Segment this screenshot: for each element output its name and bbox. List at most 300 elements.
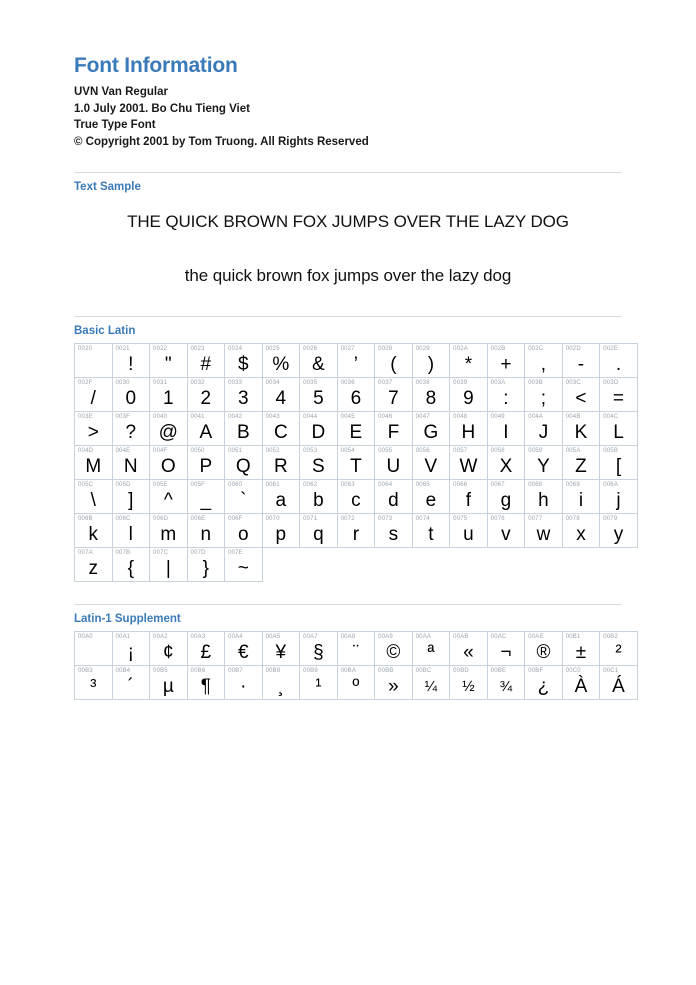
glyph-cell[interactable] bbox=[562, 344, 600, 378]
glyph-codepoint-label: 0076 bbox=[490, 516, 505, 523]
glyph-cell[interactable] bbox=[300, 514, 338, 548]
glyph-cell[interactable] bbox=[600, 378, 638, 412]
glyph-cell[interactable] bbox=[300, 666, 338, 700]
glyph-cell[interactable] bbox=[300, 446, 338, 480]
glyph-character: Á bbox=[612, 676, 625, 698]
glyph-row bbox=[75, 412, 638, 446]
glyph-character: ¹ bbox=[315, 676, 322, 698]
glyph-cell[interactable] bbox=[487, 344, 525, 378]
glyph-character: £ bbox=[200, 642, 212, 664]
glyph-cell[interactable] bbox=[487, 666, 525, 700]
glyph-cell[interactable] bbox=[412, 412, 450, 446]
glyph-codepoint-label: 0027 bbox=[340, 346, 355, 353]
glyph-cell-inner bbox=[413, 480, 450, 513]
glyph-cell[interactable] bbox=[187, 514, 225, 548]
glyph-codepoint-label: 0031 bbox=[153, 380, 168, 387]
glyph-cell[interactable] bbox=[450, 666, 488, 700]
glyph-character: a bbox=[275, 490, 287, 512]
glyph-cell[interactable] bbox=[150, 344, 188, 378]
glyph-cell-inner bbox=[75, 548, 112, 581]
glyph-cell-inner bbox=[600, 378, 637, 411]
glyph-cell[interactable] bbox=[375, 378, 413, 412]
glyph-codepoint-label: 0070 bbox=[265, 516, 280, 523]
glyph-character: > bbox=[87, 422, 99, 444]
glyph-codepoint-label: 0020 bbox=[78, 346, 93, 353]
glyph-cell[interactable] bbox=[112, 632, 150, 666]
glyph-cell[interactable] bbox=[525, 446, 563, 480]
glyph-codepoint-label: 004F bbox=[153, 448, 168, 455]
glyph-cell[interactable] bbox=[262, 480, 300, 514]
glyph-cell-inner bbox=[450, 514, 487, 547]
glyph-cell[interactable] bbox=[412, 514, 450, 548]
glyph-cell[interactable] bbox=[150, 548, 188, 582]
glyph-character: o bbox=[238, 524, 249, 546]
glyph-character: L bbox=[613, 422, 624, 444]
glyph-cell[interactable] bbox=[487, 446, 525, 480]
glyph-codepoint-label: 003E bbox=[78, 414, 93, 421]
glyph-cell[interactable] bbox=[337, 412, 375, 446]
glyph-cell[interactable] bbox=[450, 446, 488, 480]
glyph-cell-inner bbox=[525, 666, 562, 699]
glyph-character: # bbox=[200, 354, 212, 376]
glyph-cell[interactable] bbox=[225, 480, 263, 514]
glyph-character: G bbox=[423, 422, 439, 444]
glyph-cell-inner bbox=[150, 378, 187, 411]
glyph-cell[interactable] bbox=[75, 514, 113, 548]
glyph-cell[interactable] bbox=[112, 446, 150, 480]
glyph-character: u bbox=[463, 524, 474, 546]
glyph-cell[interactable] bbox=[487, 480, 525, 514]
glyph-codepoint-label: 00AE bbox=[528, 634, 544, 641]
glyph-cell[interactable] bbox=[112, 344, 150, 378]
glyph-cell[interactable] bbox=[525, 378, 563, 412]
glyph-character: _ bbox=[200, 490, 212, 512]
glyph-cell[interactable] bbox=[412, 632, 450, 666]
glyph-cell[interactable] bbox=[75, 666, 113, 700]
glyph-codepoint-label: 0078 bbox=[565, 516, 580, 523]
glyph-codepoint-label: 0058 bbox=[490, 448, 505, 455]
glyph-codepoint-label: 007B bbox=[115, 550, 131, 557]
glyph-character: F bbox=[387, 422, 400, 444]
glyph-cell[interactable] bbox=[600, 632, 638, 666]
glyph-character: ¸ bbox=[277, 676, 284, 698]
glyph-cell[interactable] bbox=[562, 446, 600, 480]
glyph-cell-empty bbox=[450, 548, 488, 582]
glyph-codepoint-label: 0042 bbox=[228, 414, 243, 421]
glyph-cell-empty bbox=[562, 548, 600, 582]
glyph-character: j bbox=[616, 490, 621, 512]
glyph-cell[interactable] bbox=[187, 666, 225, 700]
glyph-cell-inner bbox=[113, 548, 150, 581]
glyph-codepoint-label: 006B bbox=[78, 516, 93, 523]
glyph-cell-inner bbox=[375, 446, 412, 479]
glyph-codepoint-label: 00BA bbox=[340, 668, 357, 675]
glyph-cell-empty bbox=[375, 548, 413, 582]
glyph-cell[interactable] bbox=[412, 344, 450, 378]
glyph-codepoint-label: 00B2 bbox=[603, 634, 619, 641]
glyph-character: [ bbox=[615, 456, 622, 478]
glyph-codepoint-label: 006D bbox=[153, 516, 169, 523]
glyph-cell[interactable] bbox=[525, 344, 563, 378]
glyph-cell[interactable] bbox=[112, 666, 150, 700]
glyph-codepoint-label: 0060 bbox=[228, 482, 243, 489]
glyph-cell[interactable] bbox=[525, 632, 563, 666]
glyph-character: 0 bbox=[125, 388, 137, 410]
glyph-codepoint-label: 006C bbox=[115, 516, 131, 523]
glyph-cell[interactable] bbox=[300, 412, 338, 446]
glyph-cell[interactable] bbox=[525, 514, 563, 548]
glyph-character: U bbox=[386, 456, 401, 478]
glyph-character: À bbox=[574, 676, 588, 698]
glyph-cell[interactable] bbox=[225, 344, 263, 378]
glyph-cell[interactable] bbox=[412, 378, 450, 412]
glyph-codepoint-label: 00AA bbox=[415, 634, 432, 641]
glyph-row bbox=[75, 480, 638, 514]
section-heading-latin1-supplement: Latin-1 Supplement bbox=[74, 613, 181, 626]
glyph-codepoint-label: 0044 bbox=[303, 414, 318, 421]
glyph-cell[interactable] bbox=[150, 632, 188, 666]
text-sample-section bbox=[74, 172, 622, 294]
glyph-cell-inner bbox=[75, 344, 112, 377]
glyph-cell[interactable] bbox=[225, 514, 263, 548]
section-divider bbox=[74, 172, 622, 173]
glyph-cell[interactable] bbox=[75, 412, 113, 446]
glyph-cell[interactable] bbox=[75, 344, 113, 378]
glyph-character: f bbox=[465, 490, 472, 512]
glyph-cell-inner bbox=[600, 344, 637, 377]
glyph-cell-inner bbox=[113, 378, 150, 411]
glyph-cell[interactable] bbox=[412, 446, 450, 480]
glyph-codepoint-label: 002C bbox=[528, 346, 544, 353]
glyph-cell[interactable] bbox=[562, 666, 600, 700]
glyph-cell[interactable] bbox=[525, 480, 563, 514]
glyph-codepoint-label: 0032 bbox=[190, 380, 205, 387]
glyph-cell-inner bbox=[450, 480, 487, 513]
glyph-codepoint-label: 00A1 bbox=[115, 634, 131, 641]
glyph-cell[interactable] bbox=[75, 632, 113, 666]
glyph-cell[interactable] bbox=[187, 446, 225, 480]
glyph-cell[interactable] bbox=[112, 378, 150, 412]
glyph-codepoint-label: 0069 bbox=[565, 482, 580, 489]
glyph-cell[interactable] bbox=[525, 666, 563, 700]
glyph-cell[interactable] bbox=[262, 514, 300, 548]
document-header bbox=[74, 55, 622, 150]
glyph-cell[interactable] bbox=[300, 632, 338, 666]
glyph-cell[interactable] bbox=[150, 666, 188, 700]
glyph-cell[interactable] bbox=[75, 480, 113, 514]
glyph-cell[interactable] bbox=[150, 412, 188, 446]
glyph-codepoint-label: 00B6 bbox=[190, 668, 206, 675]
glyph-character: Z bbox=[575, 456, 587, 478]
glyph-cell[interactable] bbox=[150, 480, 188, 514]
glyph-character: r bbox=[352, 524, 360, 546]
glyph-cell[interactable] bbox=[600, 514, 638, 548]
glyph-character: k bbox=[88, 524, 98, 546]
glyph-cell-inner bbox=[563, 666, 600, 699]
glyph-cell[interactable] bbox=[112, 412, 150, 446]
glyph-cell[interactable] bbox=[450, 514, 488, 548]
glyph-codepoint-label: 0051 bbox=[228, 448, 243, 455]
glyph-cell[interactable] bbox=[375, 446, 413, 480]
glyph-cell-inner bbox=[263, 412, 300, 445]
glyph-cell[interactable] bbox=[450, 632, 488, 666]
glyph-cell[interactable] bbox=[450, 480, 488, 514]
glyph-codepoint-label: 004D bbox=[78, 448, 94, 455]
glyph-codepoint-label: 0067 bbox=[490, 482, 505, 489]
glyph-row bbox=[75, 548, 638, 582]
glyph-character: : bbox=[503, 388, 509, 410]
glyph-cell[interactable] bbox=[300, 344, 338, 378]
glyph-codepoint-label: 005B bbox=[603, 448, 619, 455]
glyph-cell-inner bbox=[150, 666, 187, 699]
glyph-character: y bbox=[613, 524, 624, 546]
glyph-cell[interactable] bbox=[562, 514, 600, 548]
glyph-cell-inner bbox=[188, 548, 225, 581]
glyph-codepoint-label: 0028 bbox=[378, 346, 393, 353]
glyph-cell-inner bbox=[375, 412, 412, 445]
glyph-cell[interactable] bbox=[150, 446, 188, 480]
glyph-cell[interactable] bbox=[562, 480, 600, 514]
glyph-cell[interactable] bbox=[187, 480, 225, 514]
glyph-codepoint-label: 006F bbox=[228, 516, 243, 523]
glyph-cell[interactable] bbox=[337, 480, 375, 514]
page-title: Font Information bbox=[74, 54, 238, 77]
glyph-cell[interactable] bbox=[112, 514, 150, 548]
glyph-character: = bbox=[612, 388, 625, 410]
glyph-cell[interactable] bbox=[225, 666, 263, 700]
glyph-cell[interactable] bbox=[562, 378, 600, 412]
glyph-cell[interactable] bbox=[225, 446, 263, 480]
glyph-codepoint-label: 005D bbox=[115, 482, 131, 489]
glyph-cell[interactable] bbox=[562, 632, 600, 666]
glyph-row bbox=[75, 514, 638, 548]
glyph-codepoint-label: 00A3 bbox=[190, 634, 206, 641]
glyph-codepoint-label: 00A4 bbox=[228, 634, 243, 641]
glyph-cell-inner bbox=[450, 412, 487, 445]
glyph-cell[interactable] bbox=[525, 412, 563, 446]
glyph-character: { bbox=[127, 558, 134, 580]
glyph-cell-inner bbox=[263, 666, 300, 699]
glyph-cell[interactable] bbox=[262, 344, 300, 378]
glyph-cell-inner bbox=[488, 514, 525, 547]
glyph-cell[interactable] bbox=[487, 632, 525, 666]
glyph-codepoint-label: 0065 bbox=[415, 482, 430, 489]
glyph-cell-inner bbox=[488, 412, 525, 445]
glyph-cell-inner bbox=[488, 344, 525, 377]
glyph-cell[interactable] bbox=[375, 666, 413, 700]
glyph-cell-inner bbox=[600, 446, 637, 479]
glyph-cell-inner bbox=[563, 514, 600, 547]
glyph-cell[interactable] bbox=[412, 480, 450, 514]
glyph-cell-inner bbox=[338, 632, 375, 665]
glyph-character: A bbox=[199, 422, 213, 444]
glyph-cell[interactable] bbox=[375, 480, 413, 514]
glyph-codepoint-label: 00C1 bbox=[603, 668, 619, 675]
glyph-cell-inner bbox=[450, 344, 487, 377]
glyph-cell[interactable] bbox=[487, 514, 525, 548]
glyph-cell-empty bbox=[337, 548, 375, 582]
glyph-codepoint-label: 006A bbox=[603, 482, 619, 489]
glyph-cell[interactable] bbox=[187, 378, 225, 412]
glyph-codepoint-label: 002D bbox=[565, 346, 581, 353]
glyph-codepoint-label: 004B bbox=[565, 414, 581, 421]
glyph-cell[interactable] bbox=[337, 446, 375, 480]
glyph-cell[interactable] bbox=[187, 412, 225, 446]
glyph-character: ´ bbox=[127, 676, 134, 698]
glyph-cell[interactable] bbox=[187, 632, 225, 666]
glyph-cell-inner bbox=[338, 480, 375, 513]
glyph-character: " bbox=[164, 354, 172, 376]
glyph-codepoint-label: 0062 bbox=[303, 482, 318, 489]
glyph-codepoint-label: 0048 bbox=[453, 414, 468, 421]
glyph-table-latin1-supplement bbox=[74, 631, 638, 700]
glyph-cell-inner bbox=[263, 632, 300, 665]
glyph-character: 2 bbox=[200, 388, 212, 410]
glyph-codepoint-label: 0073 bbox=[378, 516, 393, 523]
glyph-codepoint-label: 00A0 bbox=[78, 634, 93, 641]
glyph-codepoint-label: 007D bbox=[190, 550, 206, 557]
basic-latin-section bbox=[74, 316, 625, 582]
glyph-codepoint-label: 0033 bbox=[228, 380, 243, 387]
glyph-cell[interactable] bbox=[450, 378, 488, 412]
glyph-cell[interactable] bbox=[75, 446, 113, 480]
glyph-cell[interactable] bbox=[600, 412, 638, 446]
glyph-cell-inner bbox=[525, 514, 562, 547]
glyph-cell[interactable] bbox=[375, 412, 413, 446]
glyph-cell[interactable] bbox=[412, 666, 450, 700]
glyph-codepoint-label: 00BD bbox=[453, 668, 469, 675]
glyph-character: ) bbox=[427, 354, 435, 376]
glyph-character: & bbox=[312, 354, 325, 376]
glyph-codepoint-label: 0029 bbox=[415, 346, 430, 353]
glyph-cell-inner bbox=[375, 378, 412, 411]
glyph-character: % bbox=[272, 354, 290, 376]
glyph-cell[interactable] bbox=[337, 632, 375, 666]
glyph-cell[interactable] bbox=[300, 480, 338, 514]
glyph-cell-inner bbox=[188, 632, 225, 665]
glyph-cell[interactable] bbox=[487, 378, 525, 412]
glyph-cell[interactable] bbox=[187, 548, 225, 582]
glyph-cell-inner bbox=[150, 480, 187, 513]
glyph-cell[interactable] bbox=[150, 378, 188, 412]
glyph-cell[interactable] bbox=[225, 412, 263, 446]
glyph-cell[interactable] bbox=[562, 412, 600, 446]
glyph-codepoint-label: 007E bbox=[228, 550, 243, 557]
glyph-cell[interactable] bbox=[150, 514, 188, 548]
glyph-character: x bbox=[576, 524, 586, 546]
glyph-codepoint-label: 0034 bbox=[265, 380, 280, 387]
glyph-cell-inner bbox=[563, 344, 600, 377]
glyph-cell[interactable] bbox=[187, 344, 225, 378]
glyph-cell[interactable] bbox=[450, 344, 488, 378]
glyph-character: q bbox=[313, 524, 324, 546]
glyph-codepoint-label: 002B bbox=[490, 346, 506, 353]
glyph-character: W bbox=[459, 456, 478, 478]
glyph-cell[interactable] bbox=[337, 378, 375, 412]
glyph-cell-inner bbox=[375, 632, 412, 665]
glyph-cell-inner bbox=[338, 344, 375, 377]
glyph-cell-inner bbox=[150, 548, 187, 581]
glyph-character: 4 bbox=[275, 388, 287, 410]
glyph-cell[interactable] bbox=[337, 514, 375, 548]
glyph-cell-inner bbox=[525, 412, 562, 445]
glyph-codepoint-label: 00BB bbox=[378, 668, 394, 675]
glyph-cell-inner bbox=[225, 666, 262, 699]
glyph-cell[interactable] bbox=[262, 378, 300, 412]
glyph-codepoint-label: 0021 bbox=[115, 346, 130, 353]
section-divider bbox=[74, 316, 622, 317]
glyph-character: + bbox=[500, 354, 512, 376]
glyph-cell[interactable] bbox=[225, 632, 263, 666]
glyph-cell-inner bbox=[300, 632, 337, 665]
glyph-cell[interactable] bbox=[225, 378, 263, 412]
glyph-character: S bbox=[312, 456, 325, 478]
glyph-cell-empty bbox=[412, 548, 450, 582]
glyph-cell[interactable] bbox=[225, 548, 263, 582]
glyph-cell[interactable] bbox=[600, 446, 638, 480]
glyph-character: , bbox=[540, 354, 547, 376]
glyph-cell-inner bbox=[563, 446, 600, 479]
glyph-cell[interactable] bbox=[262, 632, 300, 666]
glyph-cell-inner bbox=[338, 666, 375, 699]
glyph-codepoint-label: 0053 bbox=[303, 448, 318, 455]
glyph-codepoint-label: 0022 bbox=[153, 346, 168, 353]
glyph-codepoint-label: 0045 bbox=[340, 414, 355, 421]
glyph-cell[interactable] bbox=[375, 514, 413, 548]
glyph-cell-inner bbox=[75, 412, 112, 445]
glyph-codepoint-label: 0061 bbox=[265, 482, 280, 489]
glyph-codepoint-label: 004E bbox=[115, 448, 131, 455]
latin1-supplement-section bbox=[74, 604, 625, 700]
glyph-cell[interactable] bbox=[487, 412, 525, 446]
glyph-codepoint-label: 00A9 bbox=[378, 634, 393, 641]
glyph-codepoint-label: 0075 bbox=[453, 516, 468, 523]
glyph-cell-inner bbox=[150, 412, 187, 445]
glyph-cell[interactable] bbox=[75, 378, 113, 412]
glyph-codepoint-label: 007A bbox=[78, 550, 93, 557]
glyph-cell-inner bbox=[488, 378, 525, 411]
glyph-cell-inner bbox=[225, 344, 262, 377]
glyph-cell-inner bbox=[263, 378, 300, 411]
glyph-cell-inner bbox=[413, 514, 450, 547]
glyph-codepoint-label: 0068 bbox=[528, 482, 543, 489]
glyph-cell[interactable] bbox=[600, 666, 638, 700]
glyph-cell-inner bbox=[225, 632, 262, 665]
glyph-character: ^ bbox=[163, 490, 173, 512]
glyph-cell[interactable] bbox=[262, 446, 300, 480]
glyph-cell[interactable] bbox=[262, 666, 300, 700]
glyph-character: I bbox=[503, 422, 509, 444]
glyph-character: ± bbox=[575, 642, 587, 664]
glyph-cell[interactable] bbox=[337, 344, 375, 378]
glyph-cell[interactable] bbox=[75, 548, 113, 582]
glyph-cell[interactable] bbox=[262, 412, 300, 446]
glyph-cell[interactable] bbox=[600, 480, 638, 514]
glyph-character: ! bbox=[128, 354, 134, 376]
glyph-cell[interactable] bbox=[112, 480, 150, 514]
glyph-codepoint-label: 002E bbox=[603, 346, 619, 353]
glyph-character: / bbox=[90, 388, 96, 410]
glyph-cell[interactable] bbox=[450, 412, 488, 446]
glyph-cell[interactable] bbox=[600, 344, 638, 378]
glyph-cell[interactable] bbox=[300, 378, 338, 412]
glyph-cell[interactable] bbox=[375, 632, 413, 666]
glyph-cell[interactable] bbox=[112, 548, 150, 582]
glyph-cell-inner bbox=[75, 480, 112, 513]
glyph-cell[interactable] bbox=[375, 344, 413, 378]
glyph-cell[interactable] bbox=[337, 666, 375, 700]
glyph-cell-inner bbox=[300, 378, 337, 411]
